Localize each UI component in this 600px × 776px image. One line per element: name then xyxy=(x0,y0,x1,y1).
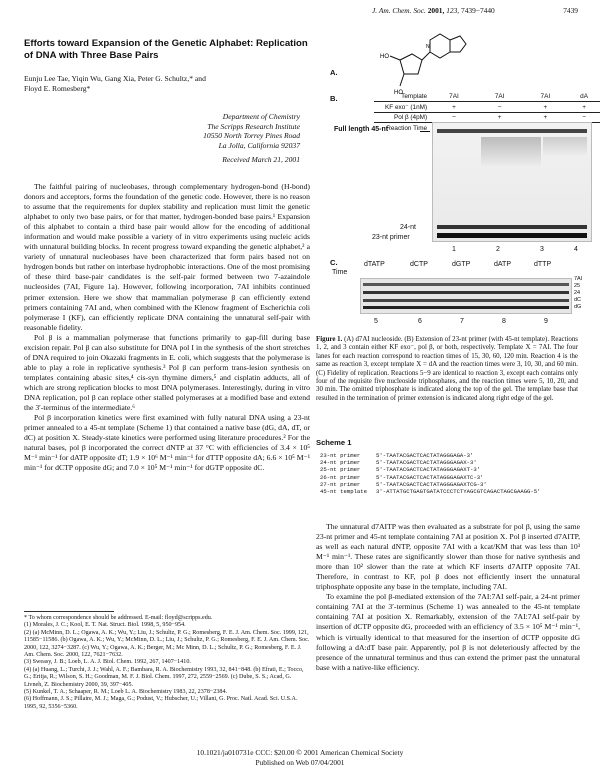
scheme-row-seq: 5′-TAATACGACTCACTATAGGGAGAXT-3′ xyxy=(376,466,481,474)
footnote-3: (3) Sweasy, J. B.; Loeb, L. A. J. Biol. Chem. 1992, 267, 1407−1410. xyxy=(24,659,191,666)
scheme-row-name: 25-nt primer xyxy=(320,466,361,474)
table-cell: − xyxy=(582,114,586,121)
scheme-row xyxy=(320,488,580,495)
scheme-row xyxy=(320,481,580,488)
omitted-dntp: dCTP xyxy=(410,261,428,268)
footnote-6: (6) Hoffmann, J. S.; Pillaire, M. J.; Maga, G.; Podust, V.; Hubscher, U.; Villani, G. Proc. Natl. Acad. Sci. U.S.A. 1995, 92, 5356−5360. xyxy=(24,696,298,710)
footnote-5: (5) Kunkel, T. A.; Schaaper, R. M.; Loeb L. A. Biochemistry 1983, 22, 2378−2384. xyxy=(24,689,228,696)
lane-label: 6 xyxy=(418,318,422,325)
scheme-row-seq: 3′-ATTATGCTGAGTGATATCCCTCTYAGCGTCAGACTAGCGAAGG-5′ xyxy=(376,488,541,496)
lane-label: 1 xyxy=(452,246,456,253)
full-length-arrow xyxy=(420,131,430,132)
lane-label: 2 xyxy=(496,246,500,253)
side-label: 24 xyxy=(574,290,581,296)
footnote-rule xyxy=(24,611,114,612)
svg-text:N: N xyxy=(426,44,430,50)
scheme-row-seq: 5′-TAATACGACTCACTATAGGGAGAX-3′ xyxy=(376,459,477,467)
lane-label: 7 xyxy=(460,318,464,325)
footer-doi: 10.1021/ja010731e CCC: $20.00 © 2001 American Chemical Society xyxy=(196,748,404,757)
received-date: Received March 21, 2001 xyxy=(222,155,300,165)
journal-year: 2001, xyxy=(427,6,445,15)
affil-inst: The Scripps Research Institute xyxy=(207,121,300,131)
authors-line-2: Floyd E. Romesberg* xyxy=(24,83,91,93)
label-23nt: 23-nt primer xyxy=(372,234,410,241)
author-list xyxy=(24,74,314,93)
side-label: 25 xyxy=(574,283,581,289)
paragraph-intro: The faithful pairing of nucleobases, through complementary hydrogen-bond (H-bond) donors and acceptors, forms the foundation of the genetic code. However, there is no reason to assume that the requirements for duplex stability and replication must limit the genetic alphabet to only two base pairs, or for that matter, hydrogen-bonded base pairs.¹ Expansion of this alphabet to contain a third base pair would allow for the encoding of additional information and would make possible a variety of in vitro experiments using nucleic acids with unnatural building blocks. In recent progress toward expanding the genetic alphabet,² a variety of unnatural nucleobases have been characterized that form pairs based not on hydrogen bonds but rather on interbase hydrophobic interactions. One of the most promising of these third base-pair candidates is the self-pair formed between two 7-azaindole nucleosides (7AI, Figure 1a). However, following incorporation, 7AI inhibits continued primer extension. Here we show that mammalian polymerase β can efficiently extend primers containing 7AI and, when combined with the Klenow fragment of Escherichia coli polymerase I (KF), can efficiently replicate DNA containing the unnatural self-pair with reasonable fidelity. xyxy=(24,182,310,332)
article-title: Efforts toward Expansion of the Genetic Alphabet: Replication of DNA with Three Base Pairs xyxy=(24,38,308,61)
omitted-dntp: dTTP xyxy=(534,261,552,268)
lane-label: 3 xyxy=(540,246,544,253)
table-row-label: KF exo⁻ (1nM) xyxy=(385,104,428,111)
table-head-cell: 7AI xyxy=(449,93,459,100)
scheme-row-seq: 5′-TAATACGACTCACTATAGGGAGA-3′ xyxy=(376,452,474,459)
full-length-label: Full length 45-nt xyxy=(334,126,389,133)
scheme-title: Scheme 1 xyxy=(316,438,352,447)
omitted-dntp: dTATP xyxy=(364,261,385,268)
gel-c-image xyxy=(360,278,572,314)
scheme-row-name: 26-nt primer xyxy=(320,473,361,481)
panel-a-label: A. xyxy=(330,68,338,77)
table-head-cell: 7AI xyxy=(540,93,551,100)
left-column-body xyxy=(24,182,310,473)
scheme-row-seq: 5′-TAATACGACTCACTATAGGGAGAXTCG-3′ xyxy=(376,480,487,488)
gel-band xyxy=(437,129,587,133)
scheme-row xyxy=(320,459,580,466)
table-row-label: Reaction Time xyxy=(386,125,428,132)
gel-b-image xyxy=(432,122,592,242)
table-cell: − xyxy=(452,114,456,121)
right-column-body xyxy=(316,522,580,673)
footnotes xyxy=(24,615,310,711)
side-label: 7AI xyxy=(574,276,583,282)
gel-band xyxy=(363,291,569,294)
table-head-cell: Template xyxy=(401,93,428,100)
paragraph-extension: To examine the pol β-mediated extension of the 7AI:7AI self-pair, a 24-nt primer containing 7AI at the 3′-terminus (Scheme 1) was annealed to the 45-nt template containing 7AI at position X. Remarkably, extension of the 7AI:7AI self-pair by insertion of dCTP opposite dG, proceeded with an efficiency of 3.5 × 10⁵ M⁻¹ min⁻¹, which is virtually identical to that measured for the insertion of dCTP opposite dG following a dA:dT base pair. Apparently, pol β is not deleteriously affected by the presence of the unnatural terminus and thus can extend the primer past the unnatural base with a native-like efficiency. xyxy=(316,592,580,672)
authors-line-1: Eunju Lee Tae, Yiqin Wu, Gang Xia, Peter G. Schultz,* and xyxy=(24,74,206,83)
d7ai-structure xyxy=(360,30,480,100)
caption-lead: Figure 1. xyxy=(316,336,343,343)
table-row-label: Pol β (4pM) xyxy=(393,114,428,121)
scheme-row-name: 45-nt template xyxy=(320,488,367,496)
omitted-dntp: dATP xyxy=(494,261,511,268)
gel-band xyxy=(363,306,569,309)
footnote-2: (2) (a) McMinn, D. L.; Ogawa, A. K.; Wu, Y.; Liu, J.; Schultz, P. G.; Romesberg, F. E. J. Am. Chem. Soc. 1999, 121, 11585−11586. (b) Ogawa, A. K.; Wu, Y.; McMinn, D. L.; Liu, J.; Schultz, P. G.; Romesberg, F. E. J. Am. Chem. Soc. 2000, 122, 3274−3287. (c) Wu, Y.; Ogawa, A. K.; Berger, M.; Mc Minn, D. L.; Schultz, P. G.; Romesberg, F. E. J. Am. Chem. Soc. 2000, 122, 7621−7632. xyxy=(24,629,310,659)
page-number: 7439 xyxy=(563,6,578,15)
affiliation xyxy=(203,112,300,165)
table-head-cell: 7AI xyxy=(494,93,505,100)
table-cell: + xyxy=(543,114,548,121)
svg-text:HO: HO xyxy=(394,90,403,96)
table-cell: + xyxy=(543,103,548,111)
scheme-row xyxy=(320,466,580,473)
paragraph-pol-beta: Pol β is a mammalian polymerase that functions primarily to gap-fill during base excision repair. Pol β can also substitute for DNA pol I in the synthesis of the short stretches of DNA required to join Okazaki fragments in E. coli, which suggests that the polymerase is able to play a role in replicative synthesis.³ Pol β can perform trans-lesion synthesis on templates containing abasic sites,⁴ cis-syn thymine dimers,⁵ and cisplatin adducts, all of which are strong replication blocks to most DNA polymerases. Interestingly, during in vitro DNA replication, pol β can replace other stalled polymerases at a modified base and extend the 3′-terminus of the intermediate.⁶ xyxy=(24,332,310,413)
table-header-row xyxy=(374,92,600,102)
footer-published: Published on Web 07/04/2001 xyxy=(255,758,345,767)
journal-name: J. Am. Chem. Soc. xyxy=(372,6,426,15)
table-cell: + xyxy=(452,103,456,111)
gel-band xyxy=(543,137,587,157)
scheme-row-seq: 5′-TAATACGACTCACTATAGGGAGAXTC-3′ xyxy=(376,473,484,481)
table-cell: + xyxy=(582,103,586,111)
panel-c-label: C. xyxy=(330,258,338,267)
figure-caption xyxy=(316,336,578,403)
omitted-dntp: dGTP xyxy=(452,261,471,268)
footnote-4: (4) (a) Huang, L.; Turchi, J. J.; Wahl, A. F.; Bambara, R. A. Biochemistry 1993, 32, 841−848. (b) Efrati, E.; Tocco, G.; Eritja, R.; Wilson, S. H.; Goodman, M. F. J. Biol. Chem. 1997, 272, 2559−2569. (c) Dube, S. S.; Acad, G. Livneh, Z. Biochemistry 2000, 39, 397−405. xyxy=(24,666,304,688)
footnote-0: * To whom correspondence should be addressed. E-mail: floyd@scripps.edu. xyxy=(24,615,213,621)
side-label: dG xyxy=(574,304,582,310)
table-cell: − xyxy=(497,103,502,111)
table-row xyxy=(374,113,600,123)
lane-label: 5 xyxy=(374,318,378,325)
footnote-1: (1) Morales, J. C.; Kool, E. T. Nat. Struct. Biol. 1998, 5, 950−954. xyxy=(24,622,186,629)
gel-band xyxy=(363,299,569,302)
panel-b-label: B. xyxy=(330,94,338,103)
journal-volume: 123, xyxy=(446,6,460,15)
table-head-cell: dA xyxy=(580,93,588,100)
lane-label: 9 xyxy=(544,318,548,325)
side-label: dC xyxy=(574,297,582,303)
table-row xyxy=(374,102,600,113)
journal-header xyxy=(372,6,495,15)
scheme-row-name: 23-nt primer xyxy=(320,452,361,459)
journal-pages: 7439−7440 xyxy=(461,6,495,15)
paragraph-d7aitp: The unnatural d7AITP was then evaluated as a substrate for pol β, using the same 23-nt primer and 45-nt template containing 7AI at position X. Pol β inserted d7AITP, as well as each natural dNTP, opposite 7AI with a kcat/KM that was less than 10³ M⁻¹ min⁻¹. These rates are significantly slower than those for native synthesis and more than 10² slower than the rate at which KF inserts d7AITP opposite 7AI. Therefore, in contrast to KF, pol β does not efficiently insert the unnatural triphosphate opposite any base in the template, including 7AI. xyxy=(316,522,580,592)
affil-dept: Department of Chemistry xyxy=(222,112,300,121)
paragraph-kinetics: Pol β incorporation kinetics were first examined with fully natural DNA using a 23-nt primer annealed to a 45-nt template (Scheme 1) that contained a native base (dG, dA, dT, or dC) at position X. Steady-state kinetics were performed using literature procedures.² For the natural bases, pol β incorporated the correct dNTP at 37 °C with efficiencies of 3.4 × 10⁵ M⁻¹ min⁻¹ for dATP opposite dT; 1.9 × 10⁶ M⁻¹ min⁻¹ for dTTP opposite dA; 6.6 × 10⁵ M⁻¹ min⁻¹ for dCTP opposite dG; and 7.0 × 10⁵ M⁻¹ min⁻¹ for dGTP opposite dC. xyxy=(24,413,310,473)
gel-band xyxy=(363,283,569,286)
time-label: Time xyxy=(332,269,348,276)
scheme-row-name: 27-nt primer xyxy=(320,480,361,488)
lane-label: 4 xyxy=(574,246,578,253)
gel-band xyxy=(437,225,587,229)
scheme-sequences xyxy=(320,452,580,495)
affil-addr2: La Jolla, California 92037 xyxy=(218,140,300,150)
scheme-row xyxy=(320,474,580,481)
table-cell: + xyxy=(497,114,502,121)
svg-text:HO: HO xyxy=(380,54,389,60)
lane-label: 8 xyxy=(502,318,506,325)
scheme-row-name: 24-nt primer xyxy=(320,459,361,467)
caption-text: (A) d7AI nucleoside. (B) Extension of 23-nt primer (with 45-nt template). Reactions 1, 2, and 3 contain either KF exo⁻, pol β, or both, respectively. Template X = 7AI. The four lanes for each reaction correspond to reaction times of 15, 30, 60, 120 min. Reaction 4 is the same as reaction 3, except template X = dA and the reaction times were 3, 10, 30, and 60 min. (C) Fidelity of replication. Reactions 5−9 are identical to reaction 3, except each contains only four of the requisite five nucleoside triphosphates, and the reaction times were 5, 10, 20, and 30 min. The omitted triphosphate is indicated along the top of the gel. The template base that resulted in the termination of primer extension is indicated along right edge of the gel. xyxy=(316,336,578,402)
affil-addr1: 10550 North Torrey Pines Road xyxy=(203,131,300,141)
gel-band xyxy=(481,137,541,167)
label-24nt: 24-nt xyxy=(400,224,416,231)
gel-band xyxy=(437,233,587,238)
scheme-row xyxy=(320,452,580,459)
